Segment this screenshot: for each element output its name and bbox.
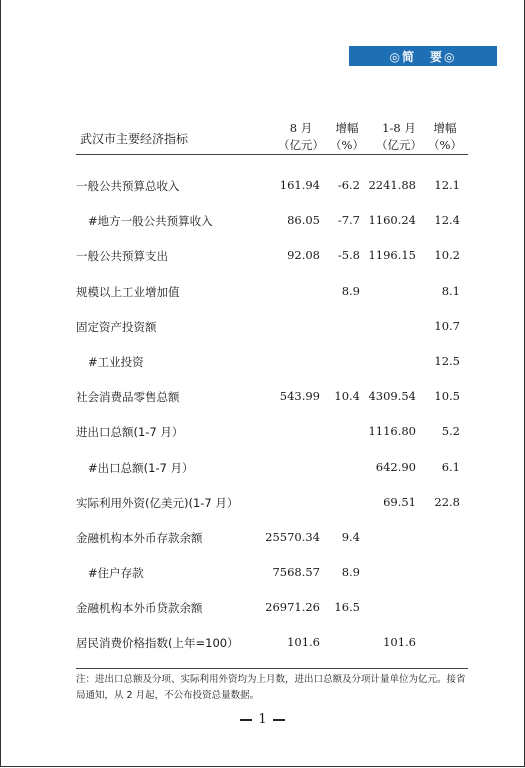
cell-value: 8.1 xyxy=(441,283,460,298)
cell-value: -5.8 xyxy=(337,248,360,263)
dash-right xyxy=(273,719,285,721)
cell-value: -7.7 xyxy=(337,213,360,228)
cell-value: 16.5 xyxy=(334,600,360,615)
table-row xyxy=(76,168,468,203)
cell-value: 543.99 xyxy=(279,389,320,404)
table-title: 武汉市主要经济指标 xyxy=(80,132,189,146)
note-divider xyxy=(76,668,468,669)
cell-value: 1116.80 xyxy=(368,424,416,439)
cell-value: 101.6 xyxy=(287,635,320,650)
row-label: 进出口总额(1-7 月） xyxy=(76,425,184,440)
cell-value: 7568.57 xyxy=(272,565,320,580)
cell-value: 5.2 xyxy=(441,424,460,439)
table-row xyxy=(76,625,468,660)
cell-value: 12.5 xyxy=(434,353,460,368)
row-label: #住户存款 xyxy=(88,566,144,581)
cell-value: 22.8 xyxy=(434,494,460,509)
col-header-aug-value: 8 月 （亿元） xyxy=(278,121,324,152)
col-header-aug-growth: 增幅 （%） xyxy=(330,121,364,152)
cell-value: 161.94 xyxy=(279,178,320,192)
table-row xyxy=(76,238,468,273)
col-header-ytd-value: 1-8 月 （亿元） xyxy=(376,121,422,152)
row-label: 一般公共预算支出 xyxy=(76,249,168,264)
row-label: #出口总额(1-7 月） xyxy=(88,460,194,475)
row-label: 规模以上工业增加值 xyxy=(76,284,180,299)
row-label: 实际利用外资(亿美元)(1-7 月） xyxy=(76,495,239,510)
cell-value: 10.2 xyxy=(434,248,460,263)
cell-value: 642.90 xyxy=(375,459,416,474)
cell-value: 101.6 xyxy=(383,635,416,650)
page-number-text: 1 xyxy=(258,712,267,727)
cell-value: 10.7 xyxy=(434,318,460,333)
row-label: 金融机构本外币存款余额 xyxy=(76,530,203,545)
table-row xyxy=(76,379,468,414)
cell-value: 4309.54 xyxy=(368,389,416,404)
table-header xyxy=(76,118,468,155)
footnote: 注：进出口总额及分项、实际利用外资均为上月数，进出口总额及分项计量单位为亿元。接省局通知，从 2 月起，不公布投资总量数据。 xyxy=(76,674,466,701)
table-row xyxy=(76,309,468,344)
cell-value: 1196.15 xyxy=(368,248,416,263)
cell-value: 10.4 xyxy=(334,389,360,404)
cell-value: 12.4 xyxy=(434,213,460,228)
table-row xyxy=(76,450,468,485)
section-tab: ◎简 要◎ xyxy=(349,46,497,66)
table-row xyxy=(76,485,468,520)
cell-value: 2241.88 xyxy=(368,178,416,192)
table-row xyxy=(76,203,468,238)
row-label: 社会消费品零售总额 xyxy=(76,390,180,405)
table-body xyxy=(76,155,468,661)
row-label: #地方一般公共预算收入 xyxy=(88,214,213,229)
col-header-ytd-growth: 增幅 （%） xyxy=(428,121,462,152)
cell-value: 69.51 xyxy=(383,494,416,509)
cell-value: 6.1 xyxy=(441,459,460,474)
cell-value: 8.9 xyxy=(341,283,360,298)
cell-value: 1160.24 xyxy=(368,213,416,228)
cell-value: -6.2 xyxy=(337,178,360,192)
row-label: 固定资产投资额 xyxy=(76,319,157,334)
indicator-table xyxy=(76,118,468,661)
cell-value: 86.05 xyxy=(287,213,320,228)
row-label: 居民消费价格指数(上年=100） xyxy=(76,636,239,651)
row-label: 金融机构本外币贷款余额 xyxy=(76,601,203,616)
cell-value: 9.4 xyxy=(341,529,360,544)
table-row xyxy=(76,414,468,449)
table-row xyxy=(76,520,468,555)
cell-value: 12.1 xyxy=(434,178,460,192)
table-row xyxy=(76,344,468,379)
cell-value: 26971.26 xyxy=(265,600,320,615)
cell-value: 92.08 xyxy=(287,248,320,263)
cell-value: 10.5 xyxy=(434,389,460,404)
row-label: #工业投资 xyxy=(88,354,144,369)
table-row xyxy=(76,555,468,590)
page-number xyxy=(0,712,525,727)
table-row xyxy=(76,590,468,625)
dash-left xyxy=(240,719,252,721)
row-label: 一般公共预算总收入 xyxy=(76,179,180,193)
cell-value: 8.9 xyxy=(341,565,360,580)
cell-value: 25570.34 xyxy=(265,529,320,544)
table-row xyxy=(76,274,468,309)
